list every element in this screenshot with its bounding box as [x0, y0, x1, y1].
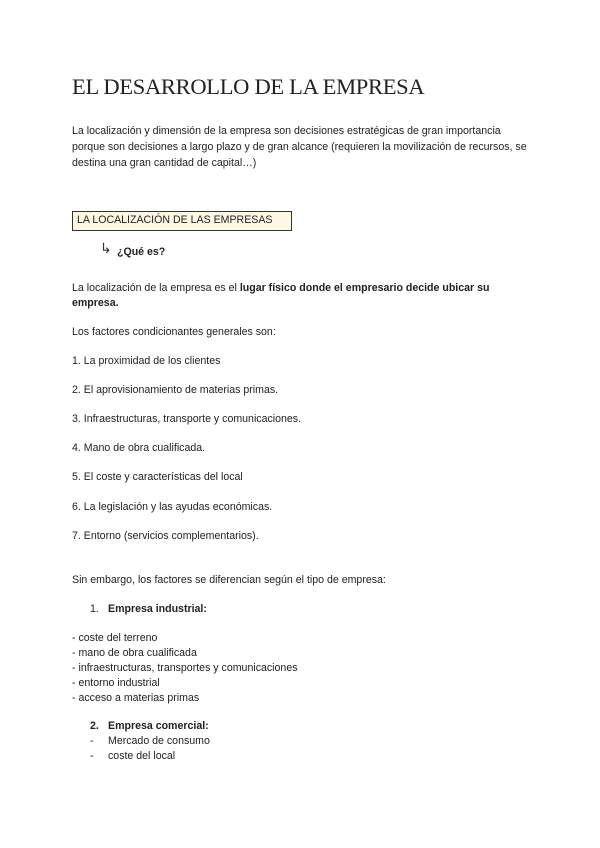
list-item: - infraestructuras, transportes y comunicaciones: [72, 662, 298, 674]
list-item-text: Mercado de consumo: [108, 735, 210, 747]
comercial-number: 2.: [90, 720, 99, 732]
factor-item: 6. La legislación y las ayudas económicas.: [72, 501, 273, 513]
comercial-list: [90, 734, 210, 764]
definition-paragraph: [72, 281, 532, 311]
factor-item: 2. El aprovisionamiento de materias primas.: [72, 384, 279, 396]
section-heading-box: LA LOCALIZACIÓN DE LAS EMPRESAS: [72, 211, 292, 231]
list-item-text: coste del local: [108, 750, 176, 762]
industrial-list: [72, 631, 298, 706]
industrial-label: Empresa industrial:: [108, 603, 207, 615]
list-item: - coste del terreno: [72, 632, 158, 644]
list-item: - entorno industrial: [72, 677, 160, 689]
factor-item: 1. La proximidad de los clientes: [72, 355, 221, 367]
list-item: [90, 734, 210, 749]
question-heading: ¿Qué es?: [117, 246, 166, 258]
intro-paragraph: La localización y dimensión de la empresa son decisiones estratégicas de gran importancia porque son decisiones a largo plazo y de gran alcance (requieren la movilización de recursos, se destina una gran cantidad de capital…): [72, 125, 527, 169]
factor-item: 3. Infraestructuras, transporte y comunicaciones.: [72, 413, 302, 425]
differ-intro: Sin embargo, los factores se diferencian según el tipo de empresa:: [72, 574, 386, 586]
arrow-icon: ↳: [100, 240, 112, 256]
page-title: EL DESARROLLO DE LA EMPRESA: [72, 74, 425, 99]
comercial-label: Empresa comercial:: [108, 720, 209, 732]
dash-marker: -: [90, 750, 94, 762]
list-item: - acceso a materias primas: [72, 692, 200, 704]
factors-intro: Los factores condicionantes generales son:: [72, 326, 276, 338]
list-item: [90, 749, 210, 764]
industrial-heading: [90, 602, 207, 617]
factor-item: 5. El coste y características del local: [72, 471, 243, 483]
industrial-number: 1.: [90, 603, 99, 615]
list-item: - mano de obra cualificada: [72, 647, 197, 659]
factor-item: 4. Mano de obra cualificada.: [72, 442, 206, 454]
definition-prefix: La localización de la empresa es el: [72, 282, 240, 294]
factor-item: 7. Entorno (servicios complementarios).: [72, 530, 259, 542]
dash-marker: -: [90, 735, 94, 747]
comercial-heading: [90, 719, 209, 734]
definition-bold: lugar físico donde el empresario decide ubicar su empresa.: [72, 282, 490, 309]
